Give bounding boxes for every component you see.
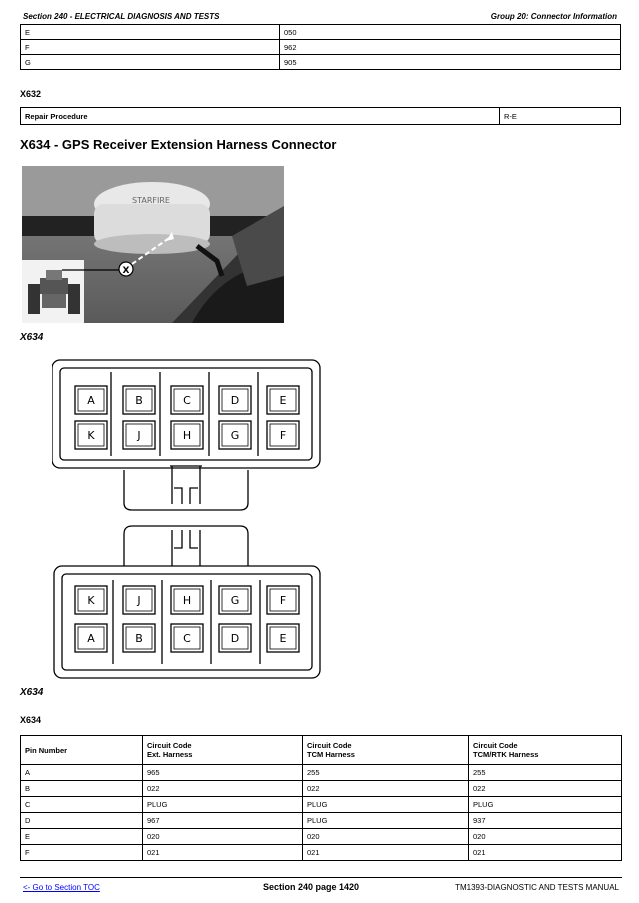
top-pin-table [20,24,621,70]
connector-pin [267,421,299,449]
connector-pin [267,386,299,414]
table-row [21,25,621,40]
connector-pin [123,586,155,614]
table-cell: 022 [469,781,622,797]
repair-procedure-value: R-E [500,108,621,125]
pin-label: B [135,394,143,407]
table-row [21,781,622,797]
group-title: Group 20: Connector Information [490,12,617,21]
column-header: Pin Number [21,736,143,765]
column-header: Circuit Code TCM Harness [303,736,469,765]
connector-pin [219,624,251,652]
section-title: Section 240 - ELECTRICAL DIAGNOSIS AND TESTS [23,12,220,21]
page-footer [20,877,622,898]
table-cell: 022 [303,781,469,797]
table-row [21,829,622,845]
connector-pin [123,624,155,652]
table-cell: 022 [143,781,303,797]
x632-heading: X632 [20,89,42,99]
column-header: Circuit Code TCM/RTK Harness [469,736,622,765]
page-header [20,8,620,25]
value-cell: 050 [280,25,621,40]
page-number: Section 240 page 1420 [263,882,360,892]
repair-procedure-label: Repair Procedure [21,108,500,125]
table-cell: D [21,813,143,829]
table-cell: 020 [303,829,469,845]
pin-label: B [135,632,143,645]
column-header: Circuit Code Ext. Harness [143,736,303,765]
pin-label: K [87,429,95,442]
table-cell: 255 [469,765,622,781]
table-cell: 937 [469,813,622,829]
table-row [21,797,622,813]
manual-title: TM1393-DIAGNOSTIC AND TESTS MANUAL [455,883,619,892]
pin-label: C [183,394,191,407]
pin-label: A [87,394,95,407]
pin-cell: G [21,55,280,70]
table-row [21,765,622,781]
table-cell: 255 [303,765,469,781]
table-cell: 021 [143,845,303,861]
starfire-logo: STARFIRE [132,196,170,205]
table-cell: C [21,797,143,813]
pin-label: E [279,394,287,407]
connector-pin [267,586,299,614]
pin-label: H [182,429,192,442]
pin-label: J [137,594,141,607]
toc-link[interactable]: <- Go to Section TOC [23,883,100,892]
callout-label: X [122,266,130,276]
connector-pin [75,386,107,414]
connector-location-photo [22,166,284,323]
table-cell: F [21,845,143,861]
connector-pin [171,624,203,652]
connector-pin [75,421,107,449]
section-heading: X634 - GPS Receiver Extension Harness Connector [20,137,337,152]
pin-label: K [87,594,95,607]
table-cell: PLUG [303,797,469,813]
connector-pin [219,586,251,614]
table-cell: 021 [469,845,622,861]
pin-label: A [87,632,95,645]
connector-pin [75,586,107,614]
table-header-row [21,736,622,765]
pin-label: J [137,429,141,442]
pin-label: E [279,632,287,645]
table-cell: B [21,781,143,797]
table-row [21,813,622,829]
x634-table-heading: X634 [20,715,42,725]
table-cell: E [21,829,143,845]
connector-pin [171,586,203,614]
x634-pin-table [20,735,622,861]
diagram-label-bottom: X634 [20,687,44,698]
table-cell: 967 [143,813,303,829]
pin-label: C [183,632,191,645]
connector-pin [75,624,107,652]
table-cell: 020 [469,829,622,845]
connector-pin [123,421,155,449]
pin-cell: E [21,25,280,40]
connector-pin [171,386,203,414]
table-cell: 965 [143,765,303,781]
table-cell: PLUG [303,813,469,829]
table-cell: 021 [303,845,469,861]
pin-label: D [230,632,240,645]
pin-label: F [279,594,287,607]
value-cell: 962 [280,40,621,55]
pin-label: H [182,594,192,607]
diagram-label-top: X634 [20,332,44,343]
connector-pin [123,386,155,414]
connector-diagram [52,358,324,680]
connector-pin [219,386,251,414]
table-row [21,40,621,55]
value-cell: 905 [280,55,621,70]
pin-label: D [230,394,240,407]
pin-label: F [279,429,287,442]
table-cell: PLUG [469,797,622,813]
x632-table [20,107,621,125]
table-cell: 020 [143,829,303,845]
pin-label: G [230,429,240,442]
pin-label: G [230,594,240,607]
pin-cell: F [21,40,280,55]
table-cell: PLUG [143,797,303,813]
table-row [21,845,622,861]
table-row [21,55,621,70]
connector-pin [171,421,203,449]
table-cell: A [21,765,143,781]
connector-pin [219,421,251,449]
connector-pin [267,624,299,652]
